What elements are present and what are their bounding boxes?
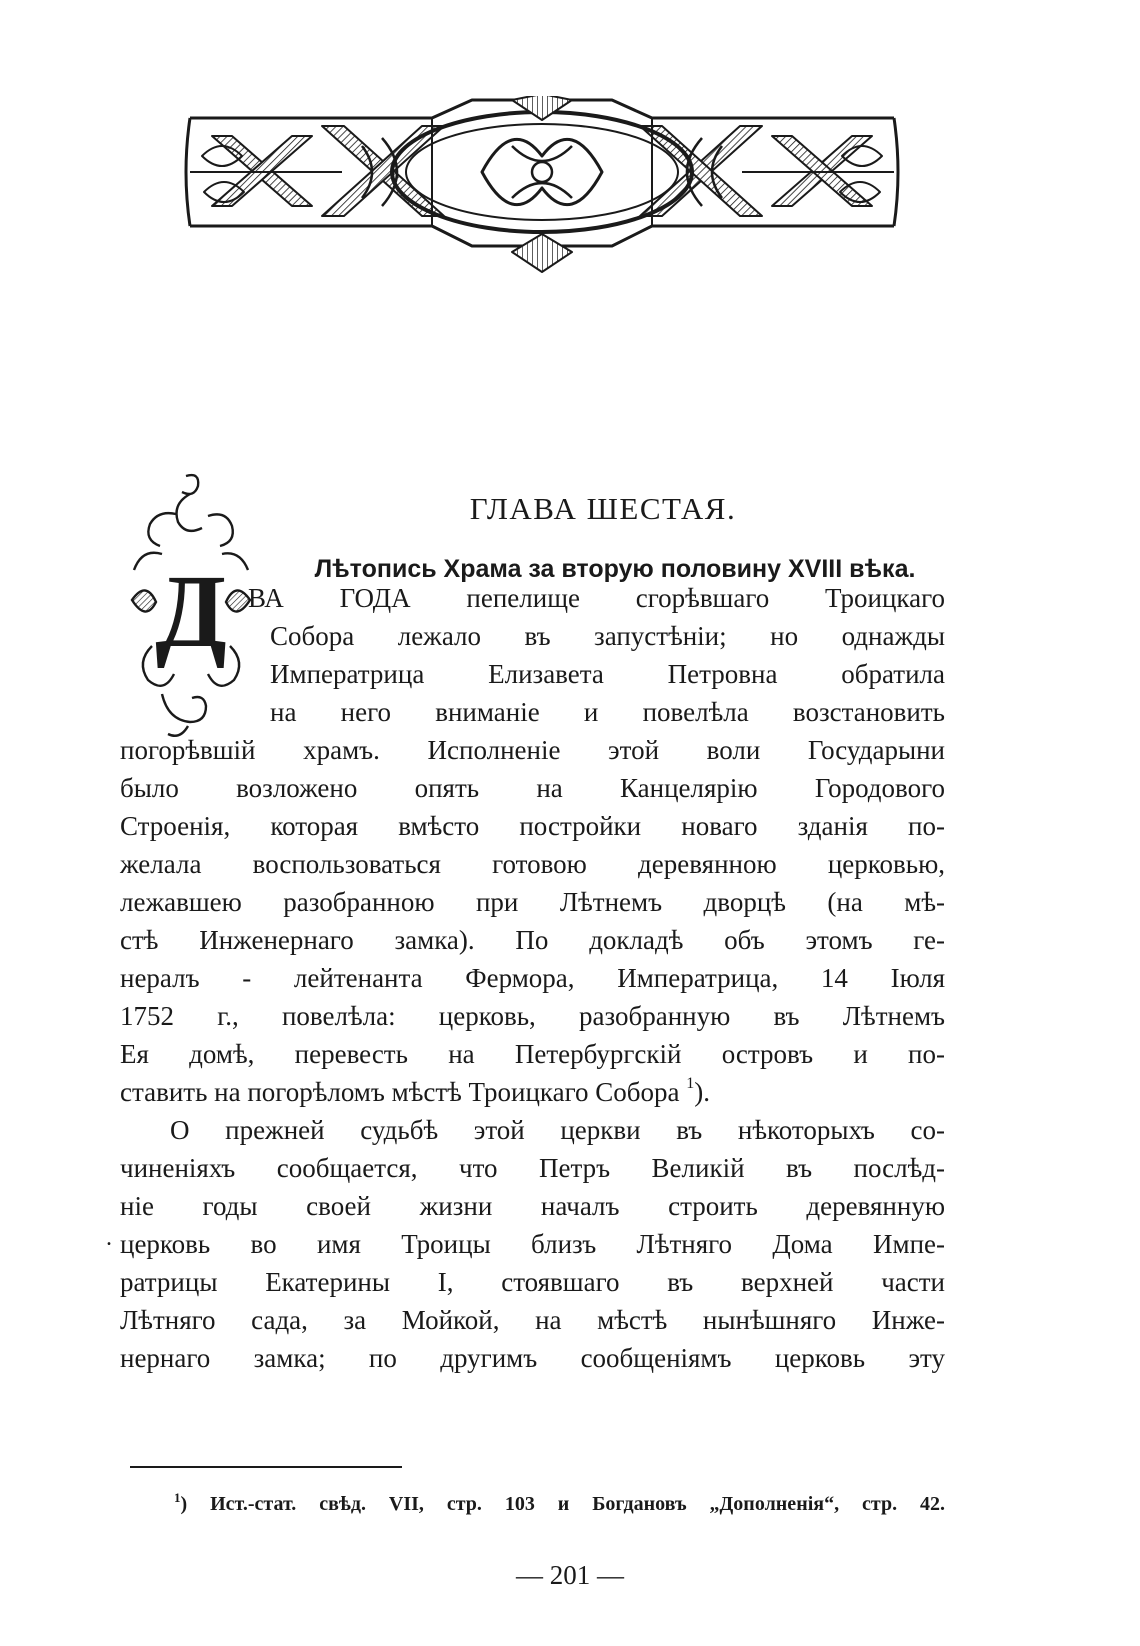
footnote-reference: 1 <box>686 1075 695 1092</box>
body-line: ратрицы Екатерины I, стоявшаго въ верхней части <box>120 1267 945 1297</box>
body-line: желала воспользоваться готовою деревянною церковью, <box>120 849 945 879</box>
footnote-marker: 1 <box>174 1490 181 1505</box>
interlace-headpiece-icon <box>182 96 902 274</box>
body-line: на него вниманіе и повелѣла возстановить <box>270 697 945 727</box>
chapter-subtitle: Лѣтопись Храма за вторую половину XVIII вѣка. <box>314 555 916 583</box>
page-number: — 201 — <box>516 1560 624 1590</box>
footnote <box>174 1490 945 1518</box>
chapter-title: ГЛАВА ШЕСТАЯ. <box>469 491 737 526</box>
body-line: стѣ Инженернаго замка). По докладѣ объ этомъ ге- <box>120 925 945 955</box>
footnote-marker-close: ) <box>180 1493 188 1515</box>
body-line: ВА ГОДА пепелище сгорѣвшаго Троицкаго <box>248 583 945 613</box>
body-line: 1752 г., повелѣла: церковь, разобранную въ Лѣтнемъ <box>120 1001 945 1031</box>
body-line: О прежней судьбѣ этой церкви въ нѣкоторыхъ со- <box>170 1115 945 1145</box>
body-line: лежавшею разобранною при Лѣтнемъ дворцѣ (на мѣ- <box>120 887 945 917</box>
body-line: погорѣвшій храмъ. Исполненіе этой воли Государыни <box>120 735 945 765</box>
body-line-with-footnote <box>120 1074 945 1110</box>
body-line: Лѣтняго сада, за Мойкой, на мѣстѣ нынѣшняго Инже- <box>120 1305 945 1335</box>
footnote-reference-close: ). <box>694 1077 710 1107</box>
body-line: было возложено опять на Канцелярію Городового <box>120 773 945 803</box>
body-line: Ея домѣ, перевесть на Петербургскій островъ и по- <box>120 1039 945 1069</box>
body-line: нернаго замка; по другимъ сообщеніямъ церковь эту <box>120 1343 945 1373</box>
initial-letter: Д <box>155 554 227 669</box>
body-line: церковь во имя Троицы близъ Лѣтняго Дома Импе- <box>120 1229 945 1259</box>
body-line: ніе годы своей жизни началъ строить деревянную <box>120 1191 945 1221</box>
footnote-text: Ист.-стат. свѣд. VII, стр. 103 и Богдановъ „Дополненія“, стр. 42. <box>210 1493 946 1515</box>
body-line: Строенія, которая вмѣсто постройки новаго зданія по- <box>120 811 945 841</box>
footnote-rule <box>130 1466 402 1468</box>
body-line: нералъ - лейтенанта Фермора, Императрица, 14 Іюля <box>120 963 945 993</box>
body-line: Императрица Елизавета Петровна обратила <box>270 659 945 689</box>
decorated-initial-icon <box>128 470 254 742</box>
body-line: чиненіяхъ сообщается, что Петръ Великій въ послѣд- <box>120 1153 945 1183</box>
body-line: Собора лежало въ запустѣніи; но однажды <box>270 621 945 651</box>
body-line-text: ставить на погорѣломъ мѣстѣ Троицкаго Собора <box>120 1077 680 1107</box>
margin-mark: . <box>106 1225 112 1251</box>
